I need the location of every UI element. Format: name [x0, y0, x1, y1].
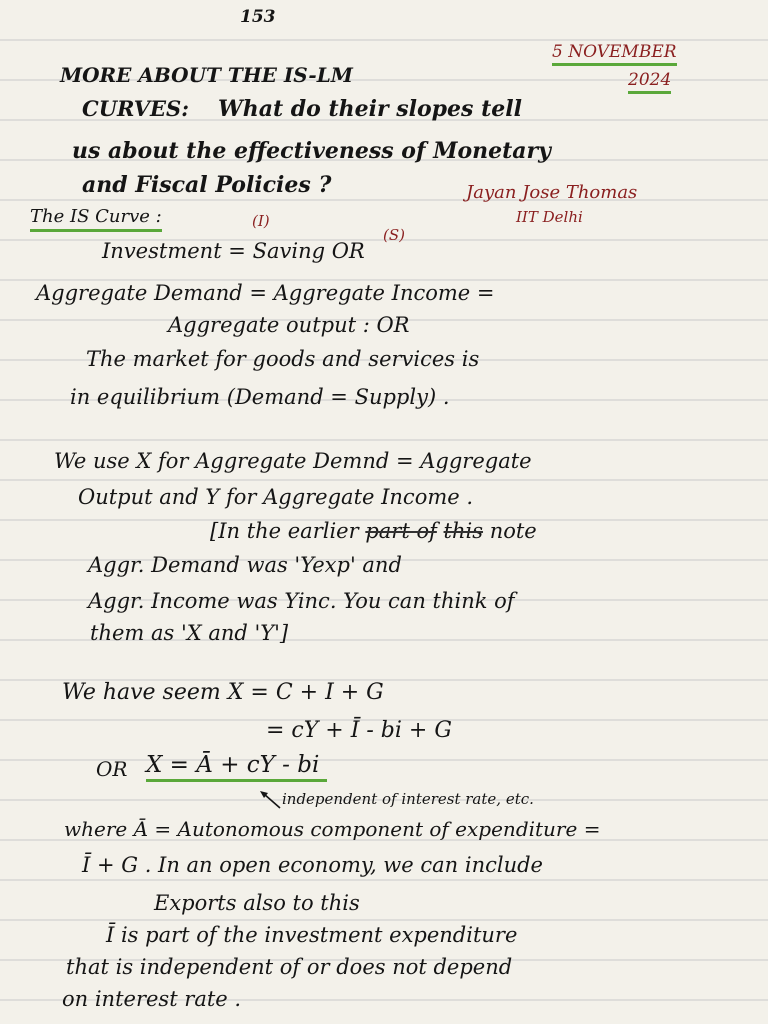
notation-line-1: We use X for Aggregate Demnd = Aggregate [54, 449, 532, 473]
notation-line-3-a: [In the earlier [210, 519, 359, 543]
author-name: Jayan Jose Thomas [466, 182, 638, 203]
date-line2: 2024 [628, 70, 671, 94]
is-curve-heading: The IS Curve : [30, 206, 162, 232]
equation-annotation: independent of interest rate, etc. [282, 790, 534, 808]
title-line4: and Fiscal Policies ? [82, 172, 332, 198]
label-saving: (S) [383, 226, 405, 244]
page-number: 153 [240, 7, 276, 27]
is-line-5: in equilibrium (Demand = Supply) . [70, 385, 450, 409]
date-line1: 5 NOVEMBER [552, 42, 677, 66]
notation-line-4: Aggr. Demand was 'Yexp' and [88, 553, 402, 577]
explanation-line-1: where Ā = Autonomous component of expenditure = [64, 817, 601, 841]
notation-line-6: them as 'X and 'Y'] [90, 621, 289, 645]
equation-or: OR [96, 757, 128, 781]
notation-strike-2: this [443, 519, 484, 543]
annotation-arrow-icon [256, 788, 284, 812]
explanation-line-5: that is independent of or does not depend [66, 955, 513, 979]
is-line-2: Aggregate Demand = Aggregate Income = [36, 281, 495, 305]
notation-line-3-b: note [489, 519, 537, 543]
title-line2-rest: What do their slopes tell [218, 96, 522, 122]
explanation-line-4: Ī is part of the investment expenditure [106, 923, 518, 947]
explanation-line-3: Exports also to this [154, 891, 360, 915]
equation-line-3: X = Ā + cY - bi [146, 752, 327, 782]
is-line-4: The market for goods and services is [86, 347, 480, 371]
notation-line-2: Output and Y for Aggregate Income . [78, 485, 474, 509]
is-line-1: Investment = Saving OR [102, 239, 365, 263]
equation-line-1: We have seem X = C + I + G [62, 680, 384, 705]
explanation-line-6: on interest rate . [62, 987, 242, 1011]
is-line-3: Aggregate output : OR [168, 313, 410, 337]
label-investment: (I) [252, 212, 270, 230]
notation-line-5: Aggr. Income was Yinc. You can think of [88, 589, 515, 613]
notation-line-3 [210, 518, 537, 544]
equation-line-2: = cY + Ī - bi + G [266, 718, 452, 743]
notation-strike-1: part of [365, 519, 437, 543]
title-line3: us about the effectiveness of Monetary [72, 138, 551, 164]
explanation-line-2: Ī + G . In an open economy, we can include [82, 853, 543, 877]
author-affiliation: IIT Delhi [516, 208, 583, 226]
title-line1: MORE ABOUT THE IS-LM [60, 63, 353, 87]
title-line2-lead: CURVES: [82, 96, 189, 121]
